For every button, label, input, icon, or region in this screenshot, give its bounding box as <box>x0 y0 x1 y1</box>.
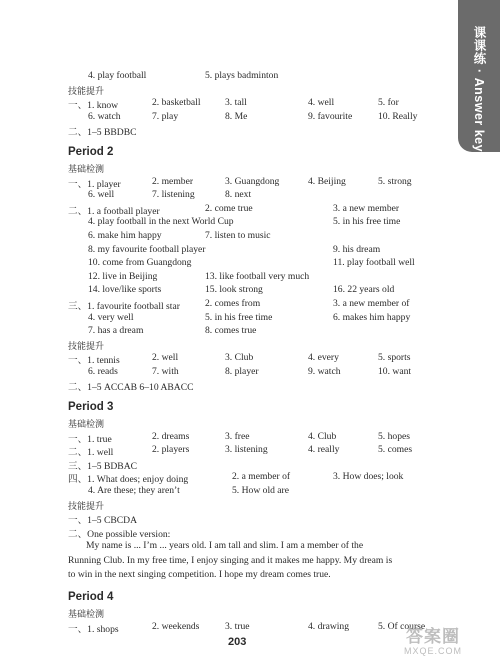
answer-line <box>68 97 458 111</box>
answer-line <box>68 512 458 526</box>
answer-item: 7. listening <box>152 189 195 201</box>
answer-item: 5. in his free time <box>333 216 401 228</box>
period-2-title: Period 2 <box>68 145 114 158</box>
answer-item: 2. come true <box>205 202 253 214</box>
answer-item: 6. make him happy <box>88 229 162 241</box>
answer-line <box>68 284 458 298</box>
essay-line: Running Club. In my free time, I enjoy singing and it makes me happy. My dream is <box>68 554 393 566</box>
answer-item: 6. watch <box>88 110 121 122</box>
answer-line <box>68 431 458 445</box>
answer-item: 4. Club <box>308 430 337 442</box>
answer-item: 8. my favourite football player <box>88 243 206 255</box>
answer-item: 二、1–5 ACCAB 6–10 ABACC <box>68 382 194 394</box>
answer-item: 4. play football in the next World Cup <box>88 216 234 228</box>
answer-item: 8. comes true <box>205 325 257 337</box>
answer-item: 4. very well <box>88 311 134 323</box>
answer-line <box>68 124 458 138</box>
answer-item: 10. come from Guangdong <box>88 257 192 269</box>
answer-item: 2. comes from <box>205 297 261 309</box>
answer-item: 5. strong <box>378 175 412 187</box>
side-tab-label: 课课练 · Answer key <box>472 26 486 153</box>
answer-line <box>68 325 458 339</box>
answer-line <box>68 244 458 258</box>
answer-line <box>68 176 458 190</box>
answer-item: 5. plays badminton <box>205 70 279 81</box>
answer-line <box>68 379 458 393</box>
section-label: 基础检测 <box>68 420 105 431</box>
answer-line <box>68 70 458 84</box>
answer-item: 一、1. tennis <box>68 355 120 367</box>
answer-item: 7. listen to music <box>205 229 271 241</box>
answer-item: 7. has a dream <box>88 325 144 337</box>
answer-item: 3. Guangdong <box>225 175 280 187</box>
answer-item: 10. want <box>378 365 412 377</box>
answer-item: 一、1–5 CBCDA <box>68 515 138 527</box>
answer-item: 四、1. What does; enjoy doing <box>68 474 189 486</box>
answer-item: 3. listening <box>225 444 268 456</box>
sample-essay <box>68 539 458 583</box>
answer-line <box>68 312 458 326</box>
answer-item: 3. free <box>225 430 250 442</box>
answer-item: 二、One possible version: <box>68 528 171 540</box>
answer-item: 4. every <box>308 352 339 364</box>
answer-item: 12. live in Beijing <box>88 270 158 282</box>
answer-item: 二、1. well <box>68 447 114 459</box>
answer-item: 4. play football <box>88 70 147 81</box>
period-3-title: Period 3 <box>68 401 114 414</box>
answer-item: 2. a member of <box>232 471 291 483</box>
answer-item: 6. makes him happy <box>333 311 411 323</box>
section-label: 基础检测 <box>68 609 105 620</box>
answer-item: 5. Of course <box>378 620 426 632</box>
answer-item: 8. next <box>225 189 252 201</box>
answer-line <box>68 189 458 203</box>
answer-item: 5. sports <box>378 352 411 364</box>
answer-item: 5. in his free time <box>205 311 273 323</box>
answer-item: 一、1. true <box>68 433 112 445</box>
answer-item: 2. member <box>152 175 194 187</box>
answer-item: 三、1. favourite football star <box>68 300 180 312</box>
essay-line: to win in the next singing competition. I hope my dream comes true. <box>68 569 331 581</box>
answer-item: 2. dreams <box>152 430 190 442</box>
answer-line <box>68 230 458 244</box>
answer-item: 4. drawing <box>308 620 350 632</box>
answer-item: 8. Me <box>225 110 248 122</box>
answer-item: 7. play <box>152 110 179 122</box>
answer-item: 3. tall <box>225 97 247 109</box>
answer-item: 2. players <box>152 444 190 456</box>
answer-line <box>68 471 458 485</box>
answer-line <box>68 203 458 217</box>
answer-line <box>68 298 458 312</box>
section-label: 技能提升 <box>68 501 105 512</box>
answer-line <box>68 526 458 540</box>
answer-line <box>68 444 458 458</box>
answer-item: 三、1–5 BDBAC <box>68 460 138 472</box>
answer-item: 16. 22 years old <box>333 284 395 296</box>
answer-item: 4. Are these; they aren’t <box>88 485 180 497</box>
answer-item: 8. player <box>225 365 259 377</box>
section-label: 技能提升 <box>68 86 105 97</box>
answer-item: 3. a new member of <box>333 297 410 309</box>
section-label: 技能提升 <box>68 341 105 352</box>
answer-line <box>68 257 458 271</box>
answer-line <box>68 111 458 125</box>
answer-item: 5. for <box>378 97 399 109</box>
answer-item: 9. favourite <box>308 110 353 122</box>
answer-item: 3. Club <box>225 352 254 364</box>
essay-line: My name is ... I’m ... years old. I am tall and slim. I am a member of the <box>86 540 364 552</box>
answer-item: 2. basketball <box>152 97 201 109</box>
answer-item: 4. Beijing <box>308 175 346 187</box>
answer-item: 11. play football well <box>333 257 415 269</box>
answer-item: 10. Really <box>378 110 418 122</box>
answer-item: 7. with <box>152 365 179 377</box>
answer-line <box>68 485 458 499</box>
watermark-text: 答案圈 <box>406 627 460 646</box>
answer-item: 2. well <box>152 352 179 364</box>
answer-item: 4. well <box>308 97 335 109</box>
answer-item: 13. like football very much <box>205 270 310 282</box>
answer-line <box>68 458 458 472</box>
answer-item: 3. true <box>225 620 250 632</box>
answer-item: 一、1. know <box>68 100 119 112</box>
side-tab <box>458 0 500 152</box>
answer-item: 2. weekends <box>152 620 200 632</box>
answer-item: 9. his dream <box>333 243 381 255</box>
answer-line <box>68 366 458 380</box>
answer-line <box>68 271 458 285</box>
answer-item: 3. How does; look <box>333 471 404 483</box>
watermark <box>372 627 494 659</box>
answer-item: 3. a new member <box>333 202 400 214</box>
answer-item: 5. comes <box>378 444 413 456</box>
answer-item: 6. well <box>88 189 115 201</box>
period-4-title: Period 4 <box>68 590 114 603</box>
watermark-url: MXQE.COM <box>403 646 462 656</box>
answer-line <box>68 352 458 366</box>
answer-item: 二、1. a football player <box>68 205 160 217</box>
answer-item: 5. How old are <box>232 485 290 497</box>
answer-line <box>68 216 458 230</box>
answer-item: 5. hopes <box>378 430 410 442</box>
page-number: 203 <box>228 636 247 648</box>
answer-key-content <box>68 70 458 634</box>
answer-item: 9. watch <box>308 365 341 377</box>
answer-item: 4. really <box>308 444 340 456</box>
answer-item: 一、1. shops <box>68 623 119 635</box>
answer-item: 14. love/like sports <box>88 284 162 296</box>
answer-item: 二、1–5 BBDBC <box>68 127 137 139</box>
answer-item: 15. look strong <box>205 284 263 296</box>
section-label: 基础检测 <box>68 164 105 175</box>
answer-item: 一、1. player <box>68 178 121 190</box>
answer-item: 6. reads <box>88 365 118 377</box>
